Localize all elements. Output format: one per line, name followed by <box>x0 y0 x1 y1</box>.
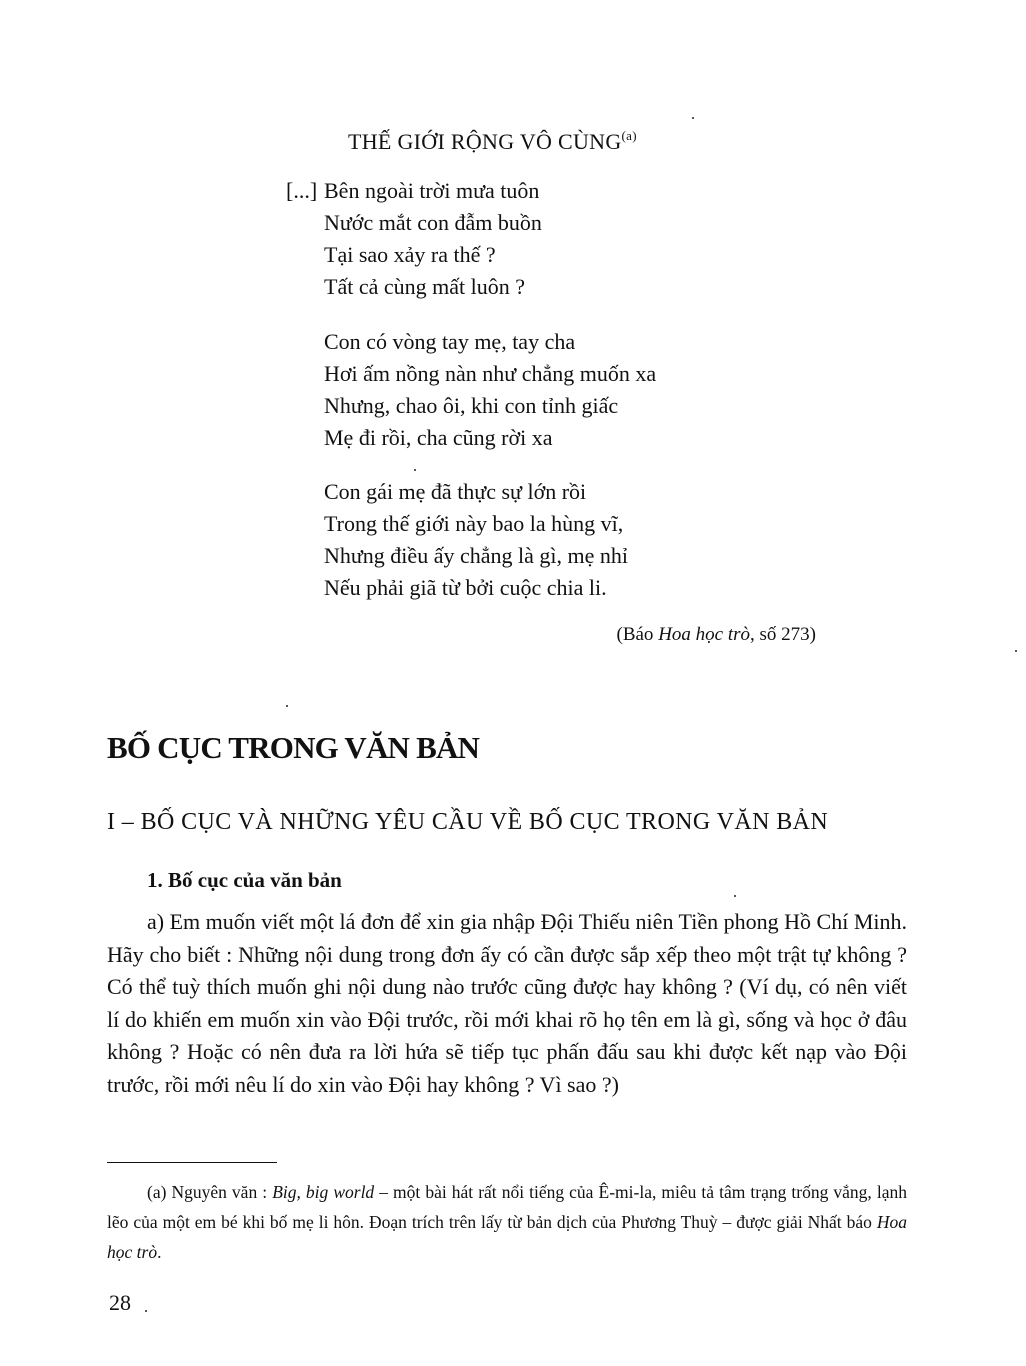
footnote-text: – một bài hát rất nổi tiếng của Ê-mi-la, miêu tả tâm trạng trống vắng, lạnh lẽo của một em bé khi bố mẹ li hôn. Đoạn trích trên lấy từ bản dịch của Phương Thuỳ – được giải Nhất báo <box>107 1182 907 1232</box>
footnote-divider <box>107 1162 277 1163</box>
poem-line: Nước mắt con đẫm buồn <box>324 210 542 235</box>
poem-title-text: THẾ GIỚI RỘNG VÔ CÙNG <box>348 129 622 154</box>
poem-line: Con gái mẹ đã thực sự lớn rồi <box>324 479 587 504</box>
poem-line: Nếu phải giã từ bởi cuộc chia li. <box>324 575 607 600</box>
poem-line: Tại sao xảy ra thế ? <box>324 242 496 267</box>
poem-line: Nhưng điều ấy chẳng là gì, mẹ nhỉ <box>324 543 628 568</box>
poem-line: Trong thế giới này bao la hùng vĩ, <box>324 511 624 536</box>
poem-line: Hơi ấm nồng nàn như chẳng muốn xa <box>324 361 657 386</box>
sub-heading: 1. Bố cục của văn bản <box>147 868 342 892</box>
source-prefix: (Báo <box>616 624 659 645</box>
scan-speck <box>1015 650 1017 652</box>
footnote-original-title: Big, big world <box>272 1182 375 1202</box>
poem-title-footnote-marker: (a) <box>621 128 637 143</box>
poem-line: Mẹ đi rồi, cha cũng rời xa <box>324 425 553 450</box>
source-publication: Hoa học trò <box>658 624 751 645</box>
poem-line: Nhưng, chao ôi, khi con tỉnh giấc <box>324 393 619 418</box>
source-suffix: , số 273) <box>750 624 816 645</box>
scan-speck <box>286 705 288 707</box>
footnote-label: (a) Nguyên văn : <box>147 1182 273 1202</box>
scan-speck <box>734 895 736 897</box>
footnote <box>107 1177 907 1267</box>
scan-speck <box>145 1310 147 1312</box>
body-paragraph: a) Em muốn viết một lá đơn để xin gia nhập Đội Thiếu niên Tiền phong Hồ Chí Minh. Hãy cho biết : Những nội dung trong đơn ấy có cần được sắp xếp theo một trật tự không ? Có thể tuỳ thích muốn ghi nội dung nào trước cũng được hay không ? (Ví dụ, có nên viết lí do khiến em muốn xin vào Đội trước, rồi mới khai rõ họ tên em là gì, sống và học ở đâu không ? Hoặc có nên đưa ra lời hứa sẽ tiếp tục phấn đấu sau khi được kết nạp vào Đội trước, rồi mới nêu lí do xin vào Đội hay không ? Vì sao ?) <box>107 909 907 1097</box>
poem-line: Tất cả cùng mất luôn ? <box>324 274 525 299</box>
footnote-end: . <box>157 1242 162 1262</box>
scan-speck <box>414 469 416 471</box>
footnote-newspaper: Hoa học trò <box>107 1212 907 1262</box>
poem-title <box>348 128 637 155</box>
poem-source-citation <box>617 624 817 646</box>
section-heading: I – BỐ CỤC VÀ NHỮNG YÊU CẦU VỀ BỐ CỤC TRONG VĂN BẢN <box>107 809 829 835</box>
poem-line: Bên ngoài trời mưa tuôn <box>324 178 540 203</box>
lesson-title: BỐ CỤC TRONG VĂN BẢN <box>107 730 480 765</box>
poem-ellipsis: [...] <box>286 178 318 203</box>
scan-speck <box>692 117 694 119</box>
page-number: 28 <box>109 1290 131 1315</box>
poem-line: Con có vòng tay mẹ, tay cha <box>324 329 576 354</box>
